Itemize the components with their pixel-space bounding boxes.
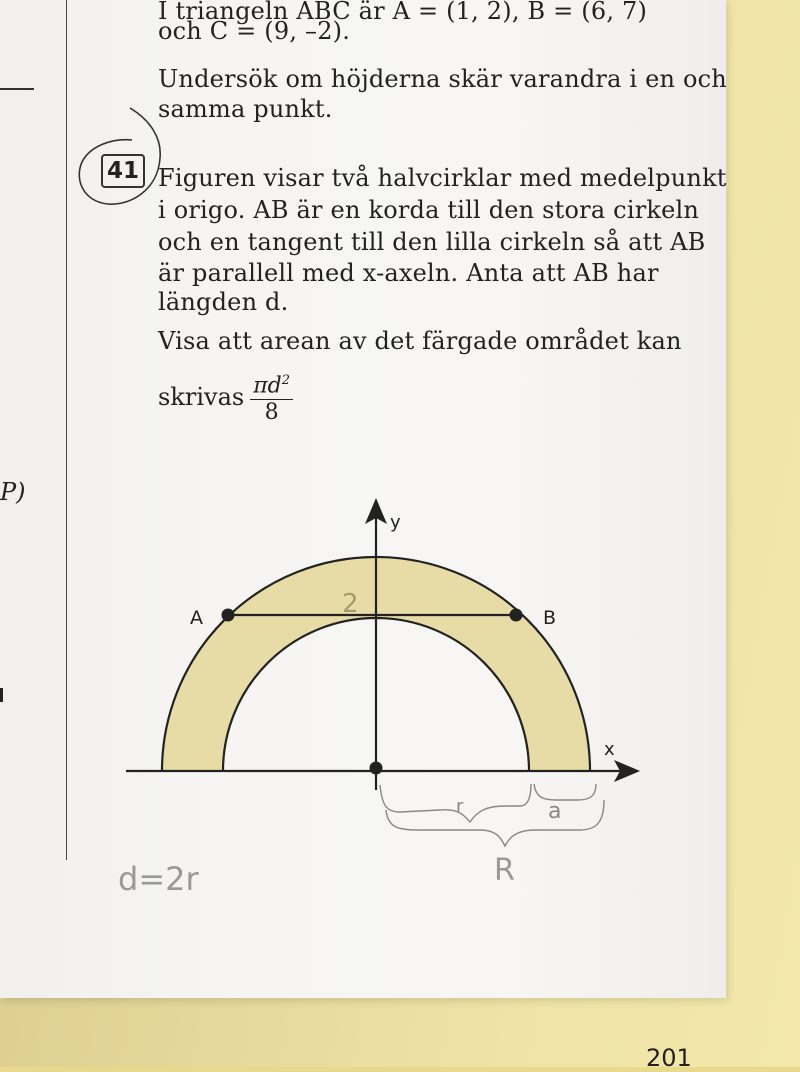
handwritten-r: r <box>456 796 464 817</box>
previous-problem-line-4: samma punkt. <box>158 95 333 123</box>
previous-problem-line-3: Undersök om höjderna skär varandra i en och <box>158 65 727 93</box>
problem-line-1: Figuren visar två halvcirklar med medelpunkt <box>158 164 727 192</box>
point-a <box>222 609 235 622</box>
numerator-text: πd <box>253 373 282 399</box>
handwritten-big-r: R <box>494 853 515 888</box>
label-b: B <box>543 607 557 629</box>
previous-problem-line-1: I triangeln ABC är A = (1, 2), B = (6, 7) <box>158 0 648 25</box>
handwritten-a: a <box>548 799 562 824</box>
handwritten-formula: d=2r <box>118 860 199 898</box>
point-b <box>510 609 523 622</box>
skrivas-label: skrivas <box>158 383 245 412</box>
problem-line-2: i origo. AB är en korda till den stora cirkeln <box>158 196 700 224</box>
problem-line-5: längden d. <box>158 288 289 316</box>
page-number: 201 <box>646 1044 692 1072</box>
problem-line-3: och en tangent till den lilla cirkeln så att AB <box>158 228 706 256</box>
brace-a <box>534 784 596 800</box>
handwritten-mid: 2 <box>342 589 359 619</box>
handwritten-annotations <box>380 784 604 846</box>
origin-point <box>370 762 383 775</box>
fraction-denominator: 8 <box>264 400 279 426</box>
problem-line-4: är parallell med x-axeln. Anta att AB har <box>158 259 659 287</box>
previous-problem-line-2: och C = (9, –2). <box>158 17 351 45</box>
margin-text: P) <box>0 478 26 506</box>
problem-number: 41 <box>101 154 145 188</box>
label-y: y <box>390 512 401 533</box>
label-a: A <box>190 607 203 629</box>
visa-line: Visa att arean av det färgade området kan <box>158 327 682 355</box>
label-x: x <box>604 739 615 760</box>
exponent: 2 <box>281 373 291 388</box>
